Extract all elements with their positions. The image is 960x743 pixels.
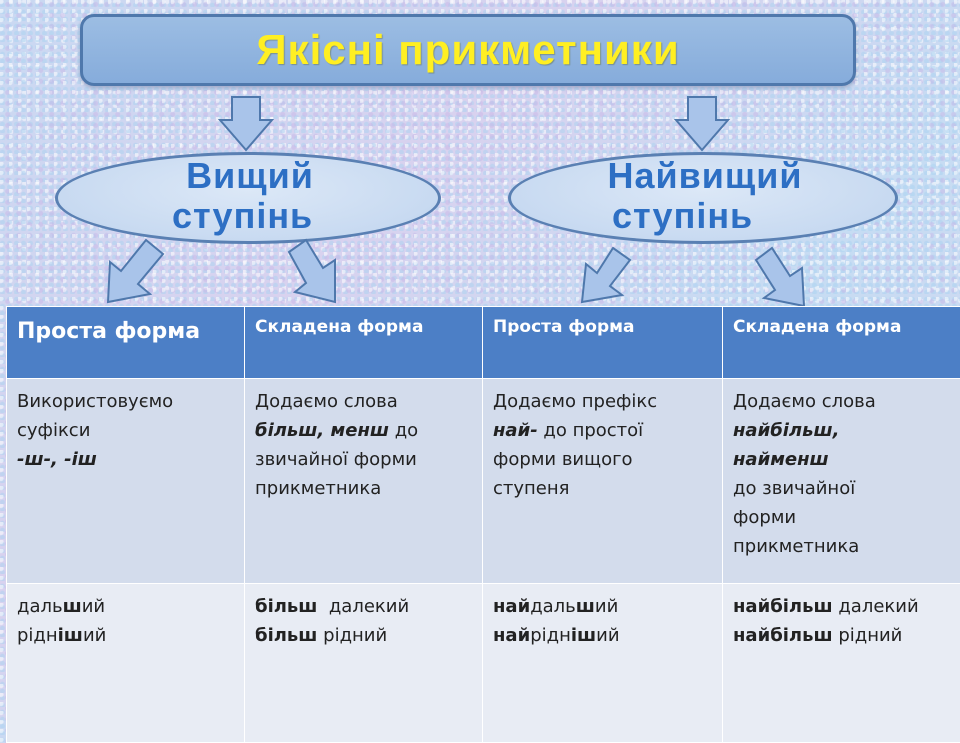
rule-cell [245, 379, 483, 584]
rule-line: -ш-, -іш [17, 445, 234, 474]
example-cell [723, 584, 960, 743]
example-line: рідніший [17, 621, 234, 650]
diagonal-arrow-icon [108, 240, 163, 302]
rule-line: суфікси [17, 416, 234, 445]
example-cell [483, 584, 723, 743]
rule-line: форми вищого [493, 445, 712, 474]
example-line: дальший [17, 592, 234, 621]
header-cell: Складена форма [723, 307, 960, 379]
rule-cell [7, 379, 245, 584]
diagonal-arrow-icon [582, 248, 630, 302]
page-title: Якісні прикметники [256, 26, 679, 74]
example-cell [245, 584, 483, 743]
rule-line: Використовуємо [17, 387, 234, 416]
down-arrow-icon [676, 97, 728, 150]
example-line: найрідніший [493, 621, 712, 650]
example-line: найбільш далекий [733, 592, 950, 621]
table-row [7, 584, 960, 743]
rule-line: найбільш, [733, 416, 950, 445]
example-line: більш далекий [255, 592, 472, 621]
rule-line: ступеня [493, 474, 712, 503]
rule-line: більш, менш до [255, 416, 472, 445]
header-cell: Проста форма [7, 307, 245, 379]
rule-line: до звичайної [733, 474, 950, 503]
rule-cell [723, 379, 960, 584]
superlative-degree-line1: Найвищий [560, 156, 850, 196]
superlative-degree-line2: ступінь [560, 196, 850, 236]
table-header-row [7, 307, 960, 379]
diagonal-arrow-icon [756, 248, 804, 306]
degrees-table [6, 306, 960, 743]
example-line: більш рідний [255, 621, 472, 650]
rule-line: Додаємо слова [733, 387, 950, 416]
header-cell: Проста форма [483, 307, 723, 379]
header-cell: Складена форма [245, 307, 483, 379]
rule-line: най- до простої [493, 416, 712, 445]
table-row [7, 379, 960, 584]
rule-line: Додаємо слова [255, 387, 472, 416]
rule-line: форми [733, 503, 950, 532]
rule-line: Додаємо префікс [493, 387, 712, 416]
rule-cell [483, 379, 723, 584]
higher-degree-line1: Вищий [120, 156, 380, 196]
rule-line: найменш [733, 445, 950, 474]
down-arrow-icon [220, 97, 272, 150]
rule-line: прикметника [255, 474, 472, 503]
rule-line: звичайної форми [255, 445, 472, 474]
example-line: найбільш рідний [733, 621, 950, 650]
example-line: найдальший [493, 592, 712, 621]
example-cell [7, 584, 245, 743]
diagonal-arrow-icon [289, 240, 335, 302]
higher-degree-line2: ступінь [120, 196, 380, 236]
rule-line: прикметника [733, 532, 950, 561]
